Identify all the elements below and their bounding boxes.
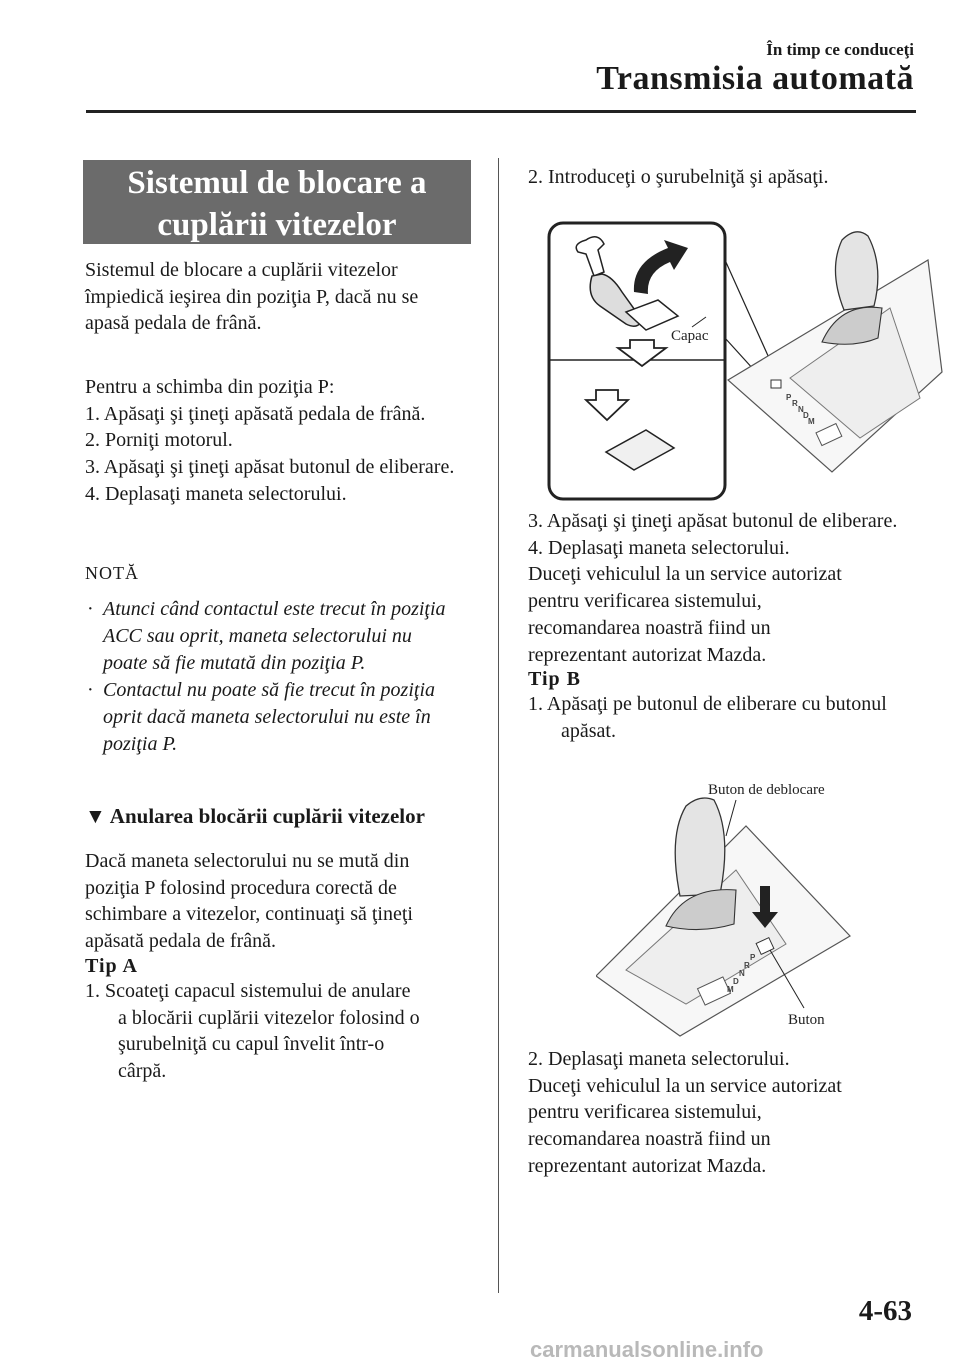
note-bullet-text: Atunci când contactul este trecut în poziţia ACC sau oprit, maneta selectorului nu poate să fie mutată din poziţia P.: [103, 598, 446, 674]
shifter-console-icon: [596, 798, 850, 1036]
bullet-icon: ·: [87, 598, 94, 620]
gear-letter: P: [750, 953, 756, 962]
gear-letter: D: [803, 411, 809, 420]
note-bullet: [85, 677, 455, 758]
bullet-icon: ·: [87, 679, 94, 701]
service-line: recomandarea noastră fiind un: [528, 616, 771, 639]
intro-line: Sistemul de blocare a cuplării vitezelor: [85, 259, 398, 281]
intro-paragraph: [85, 257, 470, 337]
service-line: Duceţi vehiculul la un service autorizat: [528, 563, 842, 586]
watermark-footer[interactable]: carmanualsonline.info: [530, 1337, 764, 1362]
step-item: 4. Deplasaţi maneta selectorului.: [528, 536, 790, 559]
section-title-line-1: Sistemul de blocare a: [127, 165, 427, 201]
service-line: reprezentant autorizat Mazda.: [528, 1154, 767, 1177]
gear-letter: M: [727, 985, 734, 994]
release-button-label: Buton de deblocare: [708, 782, 825, 798]
step-item: 2. Porniţi motorul.: [85, 429, 233, 452]
service-line: reprezentant autorizat Mazda.: [528, 643, 767, 666]
cancel-paragraph: [85, 848, 470, 1085]
subsection-title: Anularea blocării cuplării vitezelor: [109, 804, 425, 828]
subsection-heading: [85, 804, 470, 829]
cancel-line: poziţia P folosind procedura corectă de: [85, 876, 397, 899]
service-line: pentru verificarea sistemului,: [528, 590, 762, 613]
right-step-2: [528, 164, 918, 191]
procedure-intro: Pentru a schimba din poziţia P:: [85, 376, 335, 398]
procedure: [85, 374, 470, 508]
right-final: [528, 1046, 918, 1180]
shifter-console-icon: [728, 232, 942, 472]
tip-a-label: Tip A: [85, 954, 138, 977]
gear-letter: N: [739, 969, 745, 978]
gear-letter: R: [792, 399, 798, 408]
service-line: recomandarea noastră fiind un: [528, 1128, 771, 1151]
column-divider: [498, 158, 499, 1293]
capac-label: Capac: [671, 328, 709, 344]
right-steps: [528, 508, 918, 745]
step-item: 4. Deplasaţi maneta selectorului.: [85, 482, 347, 505]
header-rule: [86, 110, 916, 113]
note-bullet-text: Contactul nu poate să fie trecut în poziţia oprit dacă maneta selectorului nu este în poziţia P.: [103, 679, 436, 755]
note-bullet: [85, 596, 455, 677]
triangle-marker-icon: ▼: [85, 804, 106, 828]
shift-lock-cover-figure: [546, 220, 946, 505]
intro-line: împiedică ieşirea din poziţia P, dacă nu se: [85, 285, 419, 308]
page-number: 4-63: [858, 1295, 912, 1327]
gear-letter: D: [733, 977, 739, 986]
step-item: 1. Apăsaţi şi ţineţi apăsată pedala de frână.: [85, 402, 426, 425]
running-header-title: Transmisia automată: [596, 60, 914, 97]
tip-a-step-line: cârpă.: [118, 1059, 167, 1082]
step-item: 2. Introduceţi o şurubelniţă şi apăsaţi.: [528, 166, 829, 188]
note-title: NOTĂ: [85, 563, 139, 583]
release-button-figure: [596, 776, 896, 1038]
step-item: 3. Apăsaţi şi ţineţi apăsat butonul de eliberare.: [528, 510, 898, 532]
section-title-line-2: cuplării vitezelor: [157, 207, 397, 243]
step-item: 1. Apăsaţi pe butonul de eliberare cu butonul apăsat.: [528, 693, 887, 742]
cancel-line: apăsată pedala de frână.: [85, 930, 276, 953]
step-item: 3. Apăsaţi şi ţineţi apăsat butonul de eliberare.: [85, 456, 455, 479]
service-line: pentru verificarea sistemului,: [528, 1101, 762, 1124]
gear-letter: N: [798, 405, 804, 414]
service-line: Duceţi vehiculul la un service autorizat: [528, 1074, 842, 1097]
gear-letter: M: [808, 417, 815, 426]
step-item: 2. Deplasaţi maneta selectorului.: [528, 1048, 790, 1070]
gear-letter: R: [744, 961, 750, 970]
tip-a-step-line: 1. Scoateţi capacul sistemului de anulare: [85, 979, 411, 1002]
note-block: [85, 563, 470, 758]
tip-a-step-line: şurubelniţă cu capul învelit într-o: [118, 1033, 385, 1056]
cancel-line: Dacă maneta selectorului nu se mută din: [85, 850, 410, 872]
cancel-line: schimbare a vitezelor, continuaţi să ţineţi: [85, 903, 413, 926]
running-header-section: În timp ce conduceţi: [766, 40, 914, 59]
tip-b-label: Tip B: [528, 668, 581, 691]
tip-a-step-line: a blocării cuplării vitezelor folosind o: [118, 1006, 420, 1029]
button-label: Buton: [788, 1012, 825, 1028]
intro-line: apasă pedala de frână.: [85, 312, 262, 335]
section-title: [83, 160, 471, 244]
gear-letter: P: [786, 393, 792, 402]
